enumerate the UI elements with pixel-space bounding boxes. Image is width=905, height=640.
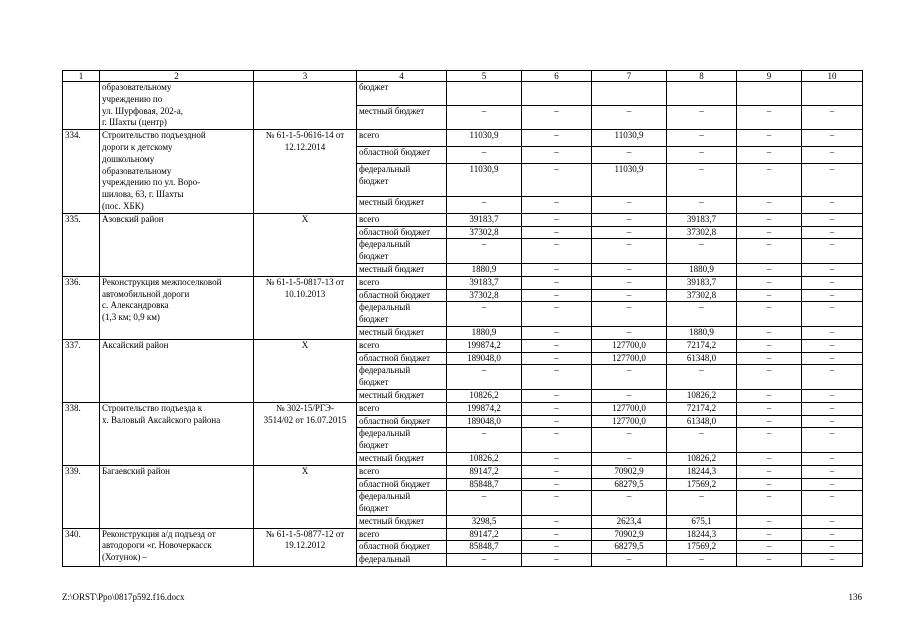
funding-source: всего bbox=[357, 130, 447, 147]
funding-source: федеральный бюджет bbox=[357, 491, 447, 516]
amount-cell: – bbox=[737, 276, 802, 289]
amount-cell: – bbox=[592, 263, 667, 276]
amount-cell: – bbox=[447, 491, 522, 516]
amount-cell: – bbox=[522, 465, 592, 478]
funding-source: федеральный bbox=[357, 554, 447, 567]
funding-source: всего bbox=[357, 402, 447, 415]
amount-cell: 39183,7 bbox=[667, 276, 737, 289]
document-reference: Х bbox=[254, 339, 357, 402]
amount-cell: – bbox=[592, 365, 667, 390]
funding-source: областной бюджет bbox=[357, 415, 447, 428]
object-name: Реконструкция а/д подъезд от автодороги «г. Новочеркасск (Хотунок) – bbox=[100, 528, 254, 566]
amount-cell: 85848,7 bbox=[447, 541, 522, 554]
amount-cell: – bbox=[522, 196, 592, 213]
amount-cell bbox=[447, 82, 522, 106]
funding-source: областной бюджет bbox=[357, 226, 447, 239]
footer-file-path: Z:\ORST\Ppo\0817p592.f16.docx bbox=[62, 592, 185, 602]
amount-cell: – bbox=[802, 326, 863, 339]
amount-cell: 11030,9 bbox=[447, 164, 522, 197]
amount-cell: – bbox=[522, 415, 592, 428]
amount-cell: 127700,0 bbox=[592, 352, 667, 365]
amount-cell: 1880,9 bbox=[667, 263, 737, 276]
amount-cell: – bbox=[522, 352, 592, 365]
amount-cell: – bbox=[667, 302, 737, 327]
amount-cell: – bbox=[447, 239, 522, 264]
amount-cell: – bbox=[802, 239, 863, 264]
funding-source: федеральный бюджет bbox=[357, 164, 447, 197]
column-header: 9 bbox=[737, 71, 802, 82]
row-number: 335. bbox=[63, 213, 100, 276]
amount-cell: 37302,8 bbox=[667, 226, 737, 239]
amount-cell: – bbox=[737, 528, 802, 541]
amount-cell: – bbox=[522, 326, 592, 339]
amount-cell: – bbox=[737, 289, 802, 302]
amount-cell: – bbox=[802, 289, 863, 302]
table-row bbox=[63, 465, 863, 478]
amount-cell: – bbox=[592, 326, 667, 339]
amount-cell: 61348,0 bbox=[667, 352, 737, 365]
amount-cell: 89147,2 bbox=[447, 465, 522, 478]
amount-cell: – bbox=[447, 196, 522, 213]
column-header: 6 bbox=[522, 71, 592, 82]
object-name: Строительство подъездной дороги к детскому дошкольному образовательному учреждению по ул. Воро- шилова, 63, г. Шахты (пос. ХБК) bbox=[100, 130, 254, 214]
amount-cell: – bbox=[522, 226, 592, 239]
row-number: 339. bbox=[63, 465, 100, 528]
table-row bbox=[63, 213, 863, 226]
amount-cell: 37302,8 bbox=[447, 226, 522, 239]
amount-cell: – bbox=[522, 428, 592, 453]
amount-cell: – bbox=[667, 106, 737, 130]
amount-cell: – bbox=[802, 276, 863, 289]
amount-cell: – bbox=[592, 428, 667, 453]
amount-cell: 675,1 bbox=[667, 515, 737, 528]
amount-cell: – bbox=[737, 339, 802, 352]
amount-cell: – bbox=[592, 452, 667, 465]
amount-cell: – bbox=[447, 106, 522, 130]
amount-cell: – bbox=[667, 365, 737, 390]
funding-source: федеральный бюджет bbox=[357, 302, 447, 327]
funding-source: всего bbox=[357, 528, 447, 541]
document-reference bbox=[254, 82, 357, 130]
funding-source: федеральный бюджет bbox=[357, 428, 447, 453]
amount-cell: – bbox=[737, 428, 802, 453]
amount-cell: – bbox=[522, 276, 592, 289]
amount-cell: – bbox=[802, 428, 863, 453]
amount-cell: 189048,0 bbox=[447, 415, 522, 428]
amount-cell: – bbox=[737, 491, 802, 516]
amount-cell bbox=[802, 82, 863, 106]
amount-cell: – bbox=[737, 239, 802, 264]
amount-cell: – bbox=[802, 226, 863, 239]
amount-cell: – bbox=[802, 213, 863, 226]
document-reference: № 302-15/РГЭ- 3514/02 от 16.07.2015 bbox=[254, 402, 357, 465]
funding-source: всего bbox=[357, 339, 447, 352]
amount-cell: – bbox=[592, 213, 667, 226]
amount-cell: – bbox=[447, 365, 522, 390]
amount-cell bbox=[592, 82, 667, 106]
amount-cell: – bbox=[802, 541, 863, 554]
document-reference: № 61-1-5-0817-13 от 10.10.2013 bbox=[254, 276, 357, 339]
amount-cell: – bbox=[737, 515, 802, 528]
amount-cell: – bbox=[592, 239, 667, 264]
amount-cell: – bbox=[522, 263, 592, 276]
amount-cell: – bbox=[592, 491, 667, 516]
document-reference: Х bbox=[254, 465, 357, 528]
table-row bbox=[63, 402, 863, 415]
amount-cell: – bbox=[737, 352, 802, 365]
row-number: 337. bbox=[63, 339, 100, 402]
amount-cell: – bbox=[802, 465, 863, 478]
row-number: 338. bbox=[63, 402, 100, 465]
amount-cell: 89147,2 bbox=[447, 528, 522, 541]
funding-source: федеральный бюджет bbox=[357, 239, 447, 264]
amount-cell: 11030,9 bbox=[592, 130, 667, 147]
amount-cell: – bbox=[802, 515, 863, 528]
amount-cell: – bbox=[737, 196, 802, 213]
amount-cell: – bbox=[802, 106, 863, 130]
object-name: Багаевский район bbox=[100, 465, 254, 528]
amount-cell bbox=[522, 82, 592, 106]
amount-cell: 70902,9 bbox=[592, 465, 667, 478]
amount-cell: – bbox=[592, 226, 667, 239]
amount-cell: – bbox=[802, 554, 863, 567]
amount-cell: 127700,0 bbox=[592, 415, 667, 428]
amount-cell: 68279,5 bbox=[592, 478, 667, 491]
amount-cell: 3298,5 bbox=[447, 515, 522, 528]
row-number: 340. bbox=[63, 528, 100, 566]
funding-source: областной бюджет bbox=[357, 147, 447, 164]
funding-source: областной бюджет bbox=[357, 289, 447, 302]
amount-cell: 10826,2 bbox=[447, 452, 522, 465]
funding-source: местный бюджет bbox=[357, 263, 447, 276]
amount-cell: 199874,2 bbox=[447, 339, 522, 352]
amount-cell: – bbox=[592, 276, 667, 289]
amount-cell: – bbox=[802, 478, 863, 491]
column-header: 4 bbox=[357, 71, 447, 82]
amount-cell: 1880,9 bbox=[447, 263, 522, 276]
amount-cell: – bbox=[667, 239, 737, 264]
table-row bbox=[63, 339, 863, 352]
amount-cell: – bbox=[447, 428, 522, 453]
funding-source: местный бюджет bbox=[357, 452, 447, 465]
funding-source: всего bbox=[357, 465, 447, 478]
amount-cell: – bbox=[802, 302, 863, 327]
amount-cell: 2623,4 bbox=[592, 515, 667, 528]
document-reference: № 61-1-5-0616-14 от 12.12.2014 bbox=[254, 130, 357, 214]
amount-cell: – bbox=[667, 164, 737, 197]
amount-cell: 10826,2 bbox=[667, 389, 737, 402]
page-number: 136 bbox=[848, 592, 862, 602]
amount-cell: 72174,2 bbox=[667, 339, 737, 352]
amount-cell: – bbox=[802, 528, 863, 541]
amount-cell: 127700,0 bbox=[592, 402, 667, 415]
funding-source: федеральный бюджет bbox=[357, 365, 447, 390]
amount-cell: – bbox=[667, 428, 737, 453]
document-reference: Х bbox=[254, 213, 357, 276]
amount-cell: – bbox=[592, 389, 667, 402]
amount-cell: – bbox=[737, 415, 802, 428]
row-number: 334. bbox=[63, 130, 100, 214]
amount-cell: – bbox=[667, 147, 737, 164]
amount-cell: – bbox=[522, 515, 592, 528]
amount-cell: – bbox=[802, 415, 863, 428]
amount-cell: – bbox=[737, 263, 802, 276]
amount-cell: – bbox=[802, 339, 863, 352]
amount-cell: 39183,7 bbox=[667, 213, 737, 226]
column-header: 3 bbox=[254, 71, 357, 82]
amount-cell: – bbox=[522, 213, 592, 226]
column-header: 2 bbox=[100, 71, 254, 82]
amount-cell: – bbox=[737, 226, 802, 239]
amount-cell: 72174,2 bbox=[667, 402, 737, 415]
amount-cell: – bbox=[667, 491, 737, 516]
amount-cell: 11030,9 bbox=[447, 130, 522, 147]
header-row bbox=[63, 71, 863, 82]
funding-source: местный бюджет bbox=[357, 196, 447, 213]
amount-cell: – bbox=[522, 147, 592, 164]
amount-cell: – bbox=[737, 326, 802, 339]
amount-cell: – bbox=[592, 147, 667, 164]
amount-cell: – bbox=[592, 302, 667, 327]
table-row bbox=[63, 276, 863, 289]
amount-cell: 37302,8 bbox=[447, 289, 522, 302]
amount-cell: 11030,9 bbox=[592, 164, 667, 197]
amount-cell: – bbox=[737, 106, 802, 130]
object-name: образовательному учреждению по ул. Шурфовая, 202-а, г. Шахты (центр) bbox=[100, 82, 254, 130]
amount-cell: – bbox=[802, 196, 863, 213]
table-row bbox=[63, 528, 863, 541]
amount-cell: – bbox=[737, 478, 802, 491]
amount-cell: – bbox=[522, 239, 592, 264]
column-header: 7 bbox=[592, 71, 667, 82]
amount-cell: 189048,0 bbox=[447, 352, 522, 365]
amount-cell: – bbox=[737, 402, 802, 415]
amount-cell: – bbox=[737, 389, 802, 402]
amount-cell: – bbox=[522, 389, 592, 402]
amount-cell: – bbox=[522, 106, 592, 130]
column-header: 1 bbox=[63, 71, 100, 82]
amount-cell: – bbox=[447, 554, 522, 567]
column-header: 8 bbox=[667, 71, 737, 82]
column-header: 10 bbox=[802, 71, 863, 82]
amount-cell: 10826,2 bbox=[667, 452, 737, 465]
funding-source: местный бюджет bbox=[357, 389, 447, 402]
amount-cell: 17569,2 bbox=[667, 541, 737, 554]
amount-cell: – bbox=[592, 289, 667, 302]
amount-cell: 199874,2 bbox=[447, 402, 522, 415]
amount-cell: – bbox=[802, 365, 863, 390]
amount-cell: – bbox=[592, 196, 667, 213]
amount-cell: – bbox=[667, 554, 737, 567]
amount-cell: 1880,9 bbox=[447, 326, 522, 339]
funding-source: областной бюджет bbox=[357, 352, 447, 365]
table-body bbox=[63, 71, 863, 567]
object-name: Азовский район bbox=[100, 213, 254, 276]
document-reference: № 61-1-5-0877-12 от 19.12.2012 bbox=[254, 528, 357, 566]
amount-cell: – bbox=[737, 213, 802, 226]
amount-cell: 68279,5 bbox=[592, 541, 667, 554]
amount-cell: 10826,2 bbox=[447, 389, 522, 402]
amount-cell: – bbox=[802, 130, 863, 147]
amount-cell: – bbox=[667, 196, 737, 213]
funding-source: местный бюджет bbox=[357, 515, 447, 528]
amount-cell: – bbox=[802, 263, 863, 276]
amount-cell: – bbox=[802, 389, 863, 402]
amount-cell: – bbox=[522, 289, 592, 302]
amount-cell: – bbox=[802, 147, 863, 164]
amount-cell: – bbox=[522, 130, 592, 147]
amount-cell bbox=[667, 82, 737, 106]
amount-cell: 39183,7 bbox=[447, 213, 522, 226]
amount-cell: – bbox=[522, 164, 592, 197]
amount-cell: – bbox=[802, 164, 863, 197]
amount-cell: 127700,0 bbox=[592, 339, 667, 352]
amount-cell bbox=[737, 82, 802, 106]
amount-cell: 37302,8 bbox=[667, 289, 737, 302]
amount-cell: – bbox=[737, 130, 802, 147]
amount-cell: – bbox=[447, 147, 522, 164]
object-name: Аксайский район bbox=[100, 339, 254, 402]
amount-cell: – bbox=[447, 302, 522, 327]
amount-cell: – bbox=[667, 130, 737, 147]
amount-cell: 85848,7 bbox=[447, 478, 522, 491]
funding-source: областной бюджет bbox=[357, 541, 447, 554]
table-row bbox=[63, 82, 863, 106]
amount-cell: 39183,7 bbox=[447, 276, 522, 289]
amount-cell: – bbox=[737, 554, 802, 567]
object-name: Реконструкция межпоселковой автомобильной дороги с. Александровка (1,3 км; 0,9 км) bbox=[100, 276, 254, 339]
object-name: Строительство подъезда к х. Валовый Аксайского района bbox=[100, 402, 254, 465]
amount-cell: – bbox=[737, 365, 802, 390]
amount-cell: 18244,3 bbox=[667, 465, 737, 478]
amount-cell: – bbox=[522, 528, 592, 541]
amount-cell: – bbox=[737, 302, 802, 327]
amount-cell: 1880,9 bbox=[667, 326, 737, 339]
amount-cell: – bbox=[522, 478, 592, 491]
amount-cell: – bbox=[737, 541, 802, 554]
funding-source: всего bbox=[357, 276, 447, 289]
funding-source: всего bbox=[357, 213, 447, 226]
amount-cell: – bbox=[737, 147, 802, 164]
table-row bbox=[63, 130, 863, 147]
column-header: 5 bbox=[447, 71, 522, 82]
amount-cell: – bbox=[802, 352, 863, 365]
amount-cell: 18244,3 bbox=[667, 528, 737, 541]
amount-cell: – bbox=[522, 452, 592, 465]
amount-cell: – bbox=[737, 465, 802, 478]
amount-cell: – bbox=[522, 365, 592, 390]
amount-cell: – bbox=[802, 402, 863, 415]
amount-cell: – bbox=[522, 541, 592, 554]
funding-source: областной бюджет bbox=[357, 478, 447, 491]
amount-cell: 70902,9 bbox=[592, 528, 667, 541]
row-number bbox=[63, 82, 100, 130]
amount-cell: – bbox=[522, 402, 592, 415]
row-number: 336. bbox=[63, 276, 100, 339]
funding-source: бюджет bbox=[357, 82, 447, 106]
amount-cell: – bbox=[522, 339, 592, 352]
amount-cell: – bbox=[592, 106, 667, 130]
budget-table bbox=[62, 70, 863, 567]
amount-cell: 61348,0 bbox=[667, 415, 737, 428]
amount-cell: 17569,2 bbox=[667, 478, 737, 491]
amount-cell: – bbox=[522, 491, 592, 516]
amount-cell: – bbox=[802, 452, 863, 465]
funding-source: местный бюджет bbox=[357, 326, 447, 339]
amount-cell: – bbox=[522, 302, 592, 327]
amount-cell: – bbox=[802, 491, 863, 516]
amount-cell: – bbox=[737, 164, 802, 197]
funding-source: местный бюджет bbox=[357, 106, 447, 130]
amount-cell: – bbox=[737, 452, 802, 465]
amount-cell: – bbox=[522, 554, 592, 567]
amount-cell: – bbox=[592, 554, 667, 567]
